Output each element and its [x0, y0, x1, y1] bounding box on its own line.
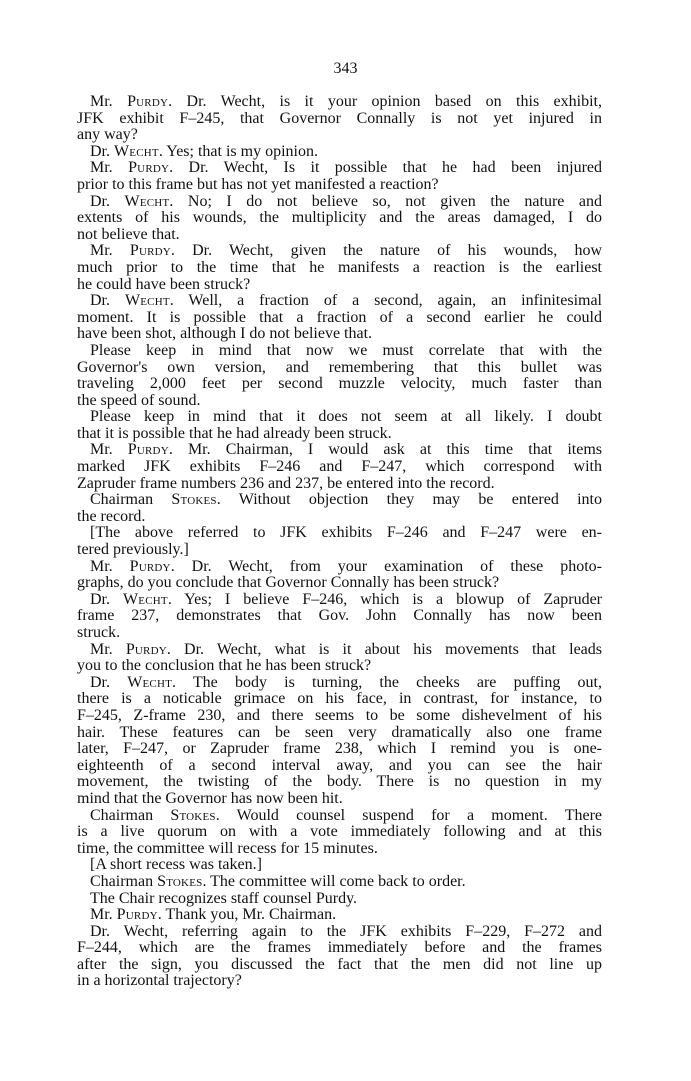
text-line: Dr. Wecht. No; I do not believe so, not given the nature and: [90, 192, 603, 210]
text-line: The Chair recognizes staff counsel Purdy.: [90, 889, 358, 907]
speaker-name: Purdy: [125, 640, 167, 658]
speaker-title: Mr.: [90, 441, 128, 459]
page-number: 343: [333, 60, 358, 77]
speaker-name: Stokes: [171, 491, 217, 509]
speaker-paragraph: [77, 94, 602, 144]
speaker-paragraph: [77, 907, 602, 924]
speaker-paragraph: [77, 642, 602, 675]
speaker-name: Wecht: [124, 292, 170, 310]
text-line: Mr. Purdy. Dr. Wecht, what is it about his movements that leads: [90, 640, 602, 658]
speaker-paragraph: [77, 144, 602, 161]
speaker-title: Dr.: [90, 590, 123, 608]
speaker-title: Dr.: [90, 142, 114, 160]
speaker-name: Purdy: [127, 93, 169, 110]
speaker-paragraph: [77, 442, 602, 492]
text-line: JFK exhibit F–245, that Governor Connally is not yet injured in: [77, 109, 602, 127]
speaker-paragraph: [77, 808, 602, 858]
speaker-title: Mr.: [90, 242, 130, 260]
text-line: graphs, do you conclude that Governor Connally has been struck?: [77, 574, 500, 592]
speaker-paragraph: [77, 592, 602, 642]
text-line: [The above referred to JFK exhibits F–246 and F–247 were en-: [90, 524, 602, 542]
speaker-title: Mr.: [90, 93, 128, 110]
text-line: any way?: [77, 126, 138, 144]
speaker-paragraph: [77, 160, 602, 193]
text-line: not believe that.: [77, 225, 180, 243]
text-line: extents of his wounds, the multiplicity and the areas damaged, I do: [77, 209, 602, 227]
text-line: struck.: [77, 624, 121, 641]
text-line: you to the conclusion that he has been struck?: [77, 657, 372, 675]
text-line: prior to this frame but has not yet manifested a reaction?: [77, 175, 439, 193]
text-line: Please keep in mind that it does not seem at all likely. I doubt: [90, 408, 602, 426]
speaker-title: Chairman: [90, 872, 158, 890]
text-line: hair. These features can be seen very dramatically also one frame: [77, 723, 602, 741]
text-line: after the sign, you discussed the fact that the men did not line up: [77, 955, 602, 973]
text-line: later, F–247, or Zapruder frame 238, which I remind you is one-: [77, 740, 602, 758]
text-line: F–244, which are the frames immediately before and the frames: [77, 939, 602, 957]
text-line: there is a noticable grimace on his face, in contrast, for instance, to: [77, 690, 602, 708]
text-line: the speed of sound.: [77, 391, 201, 409]
speaker-title: Dr.: [90, 673, 128, 691]
speaker-name: Purdy: [129, 557, 171, 575]
speaker-paragraph: [77, 874, 602, 891]
paragraph: [77, 924, 602, 990]
text-line: in a horizontal trajectory?: [77, 972, 242, 990]
speaker-paragraph: [77, 559, 602, 592]
speaker-name: Wecht: [114, 142, 159, 160]
text-line: Dr. Wecht, referring again to the JFK exhibits F–229, F–272 and: [90, 922, 602, 940]
speaker-title: Mr.: [90, 557, 130, 575]
speaker-name: Stokes: [157, 872, 203, 890]
text-line: Zapruder frame numbers 236 and 237, be entered into the record.: [77, 474, 495, 492]
text-line: that it is possible that he had already been struck.: [77, 424, 392, 442]
text-line: Mr. Purdy. Mr. Chairman, I would ask at this time that items: [90, 441, 603, 459]
text-line: moment. It is possible that a fraction of a second earlier he could: [77, 308, 602, 326]
speaker-name: Purdy: [129, 242, 171, 260]
speaker-title: Chairman: [90, 491, 172, 509]
speaker-name: Purdy: [127, 441, 169, 459]
speaker-paragraph: [77, 243, 602, 293]
speaker-title: Mr.: [90, 159, 129, 177]
text-line: the record.: [77, 507, 146, 525]
text-line: have been shot, although I do not believe that.: [77, 325, 373, 343]
text-line: Governor's own version, and remembering that this bullet was: [77, 358, 602, 376]
paragraph: [77, 891, 602, 908]
speaker-title: Mr.: [90, 640, 126, 658]
text-line: Dr. Wecht. Well, a fraction of a second, again, an infinitesimal: [90, 292, 603, 310]
text-line: much prior to the time that he manifests a reaction is the earliest: [77, 258, 602, 276]
text-line: [A short recess was taken.]: [90, 856, 262, 874]
text-line: Chairman Stokes. The committee will come back to order.: [90, 872, 466, 890]
speaker-name: Wecht: [127, 673, 173, 691]
speaker-name: Wecht: [124, 192, 170, 210]
speaker-paragraph: [77, 492, 602, 525]
transcript-body: [77, 94, 602, 990]
text-line: Chairman Stokes. Without objection they may be entered into: [90, 491, 602, 509]
text-line: Dr. Wecht. Yes; that is my opinion.: [90, 142, 318, 160]
speaker-paragraph: [77, 194, 602, 244]
text-line: Chairman Stokes. Would counsel suspend for a moment. There: [90, 806, 602, 824]
speaker-name: Wecht: [122, 590, 168, 608]
speaker-name: Purdy: [128, 159, 170, 177]
text-line: traveling 2,000 feet per second muzzle velocity, much faster than: [77, 375, 602, 393]
text-line: Please keep in mind that now we must correlate that with the: [90, 341, 602, 359]
text-line: tered previously.]: [77, 541, 189, 559]
text-line: time, the committee will recess for 15 minutes.: [77, 839, 378, 857]
text-line: marked JFK exhibits F–246 and F–247, which correspond with: [77, 458, 602, 476]
text-line: Dr. Wecht. Yes; I believe F–246, which is a blowup of Zapruder: [90, 590, 603, 608]
paragraph: [77, 409, 602, 442]
speaker-name: Stokes: [170, 806, 216, 824]
text-line: Dr. Wecht. The body is turning, the cheeks are puffing out,: [90, 673, 603, 691]
text-line: movement, the twisting of the body. There is no question in my: [77, 773, 602, 791]
text-line: he could have been struck?: [77, 275, 251, 293]
text-line: Mr. Purdy. Dr. Wecht, given the nature of his wounds, how: [90, 242, 602, 260]
text-line: Mr. Purdy. Thank you, Mr. Chairman.: [90, 906, 337, 924]
speaker-title: Chairman: [90, 806, 171, 824]
text-line: Mr. Purdy. Dr. Wecht, is it your opinion based on this exhibit,: [90, 93, 602, 110]
text-line: is a live quorum on with a vote immediately following and at this: [77, 823, 602, 841]
speaker-paragraph: [77, 293, 602, 343]
speaker-title: Dr.: [90, 292, 125, 310]
speaker-paragraph: [77, 675, 602, 808]
text-line: Mr. Purdy. Dr. Wecht, Is it possible that he had been injured: [90, 159, 602, 177]
text-line: F–245, Z-frame 230, and there seems to be some dishevelment of his: [77, 706, 602, 724]
paragraph: [77, 525, 602, 558]
text-line: eighteenth of a second interval away, and you can see the hair: [77, 756, 602, 774]
text-line: Mr. Purdy. Dr. Wecht, from your examination of these photo-: [90, 557, 602, 575]
paragraph: [77, 857, 602, 874]
text-line: frame 237, demonstrates that Gov. John Connally has now been: [77, 607, 602, 625]
speaker-title: Mr.: [90, 906, 117, 924]
speaker-name: Purdy: [116, 906, 158, 924]
text-line: mind that the Governor has now been hit.: [77, 789, 343, 807]
paragraph: [77, 343, 602, 409]
speaker-title: Dr.: [90, 192, 125, 210]
